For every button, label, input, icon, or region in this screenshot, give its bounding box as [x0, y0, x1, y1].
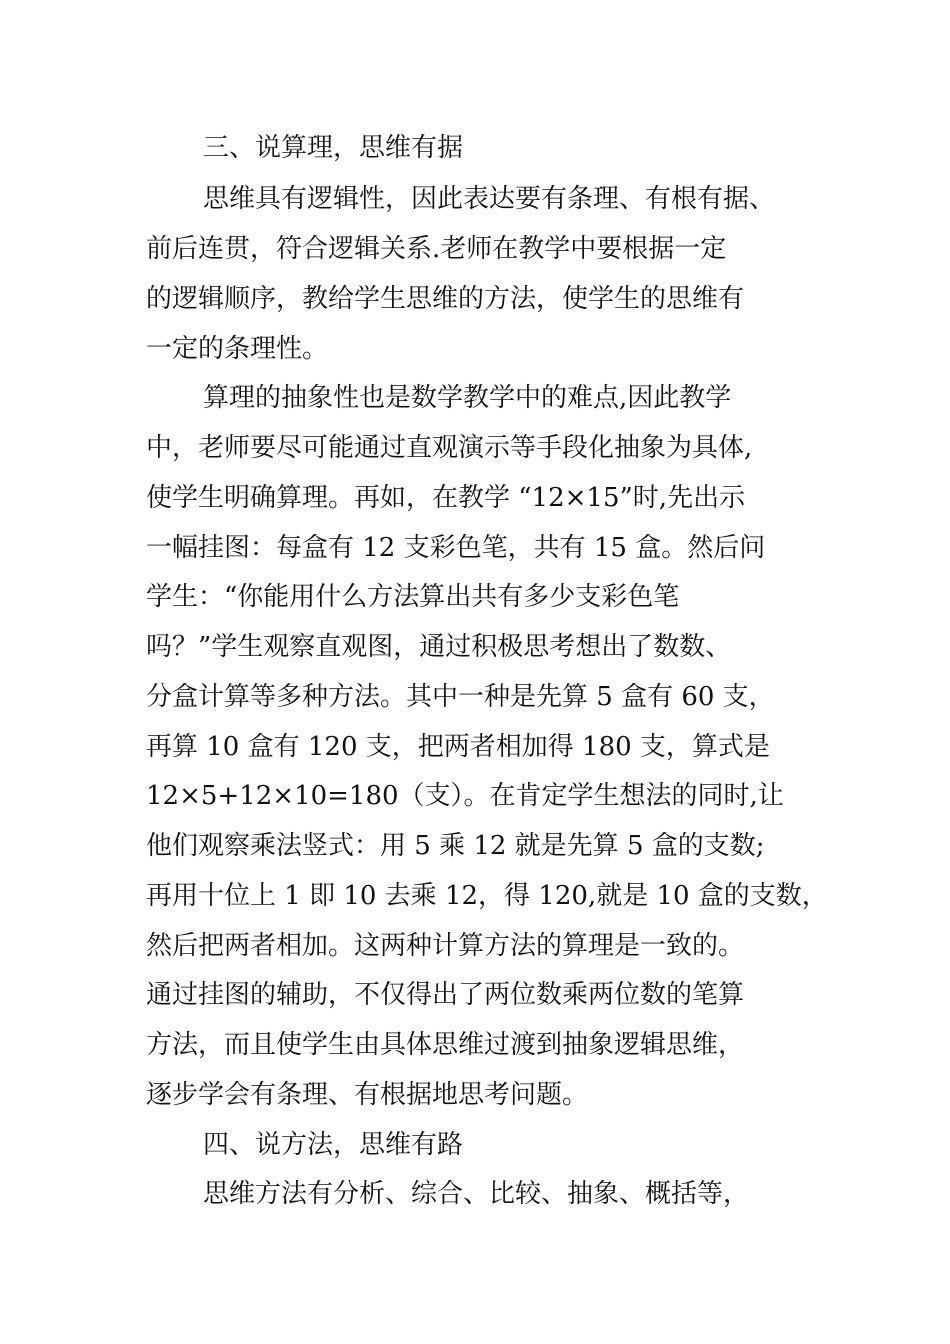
paragraph-line: 分盒计算等多种方法。其中一种是先算 5 盒有 60 支，: [146, 682, 775, 712]
paragraph-line: 中，老师要尽可能通过直观演示等手段化抽象为具体,: [146, 433, 753, 463]
paragraph-line: 他们观察乘法竖式：用 5 乘 12 就是先算 5 盒的支数;: [146, 831, 765, 861]
paragraph-line: 一定的条理性。: [146, 334, 329, 364]
paragraph-line: 算理的抽象性也是数学教学中的难点,因此教学: [203, 383, 732, 413]
paragraph-line: 的逻辑顺序，教给学生思维的方法，使学生的思维有: [146, 284, 745, 314]
section-heading-3: 三、说算理，思维有据: [203, 133, 464, 163]
paragraph-line: 前后连贯，符合逻辑关系.老师在教学中要根据一定: [146, 234, 727, 264]
paragraph-line: 思维方法有分析、综合、比较、抽象、概括等，: [203, 1179, 750, 1209]
paragraph-line: 方法，而且使学生由具体思维过渡到抽象逻辑思维，: [146, 1030, 745, 1060]
paragraph-line: 使学生明确算理。再如，在教学 “12×15”时,先出示: [146, 483, 746, 513]
paragraph-line: 一幅挂图：每盒有 12 支彩色笔，共有 15 盒。然后问: [146, 533, 766, 563]
paragraph-line: 然后把两者相加。这两种计算方法的算理是一致的。: [146, 931, 745, 961]
paragraph-line: 逐步学会有条理、有根据地思考问题。: [146, 1080, 589, 1110]
paragraph-line: 吗？”学生观察直观图，通过积极思考想出了数数、: [146, 632, 732, 662]
section-heading-4: 四、说方法，思维有路: [203, 1130, 464, 1160]
paragraph-line: 学生：“你能用什么方法算出共有多少支彩色笔: [146, 582, 680, 612]
paragraph-line: 思维具有逻辑性，因此表达要有条理、有根有据、: [203, 184, 776, 214]
paragraph-line: 再算 10 盒有 120 支，把两者相加得 180 支，算式是: [146, 732, 770, 762]
paragraph-line: 再用十位上 1 即 10 去乘 12，得 120,就是 10 盒的支数，: [146, 881, 828, 911]
paragraph-line: 通过挂图的辅助，不仅得出了两位数乘两位数的笔算: [146, 980, 745, 1010]
paragraph-line: 12×5+12×10=180（支）。在肯定学生想法的同时,让: [146, 781, 784, 811]
